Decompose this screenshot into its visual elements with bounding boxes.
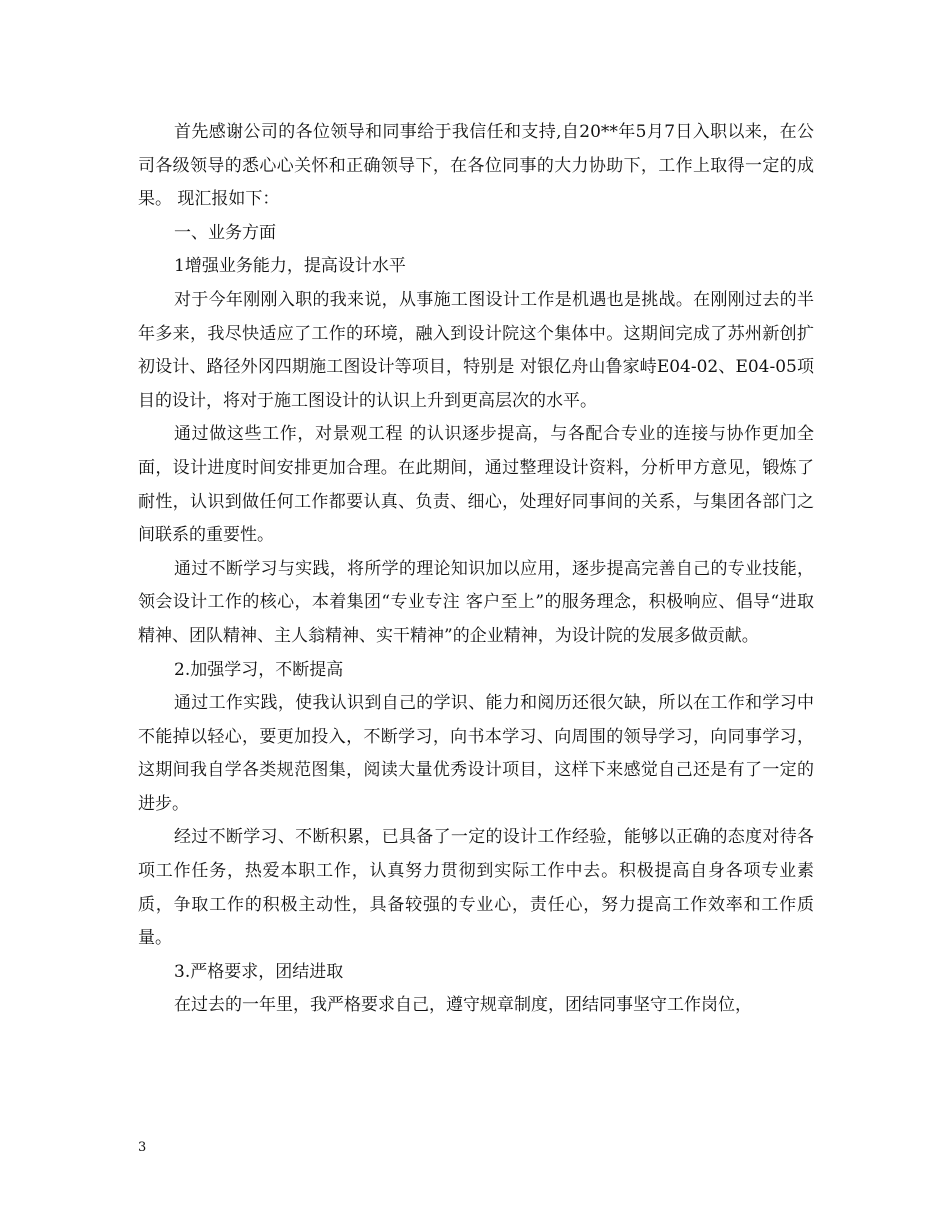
subheading-3: 3.严格要求，团结进取 (174, 961, 344, 982)
body-paragraph: 经过不断学习、不断积累，已具备了一定的设计工作经验，能够以正确的态度对待各项工作任务，热爱本职工作，认真努力贯彻到实际工作中去。积极提高自身各项专业素质，争取工作的积极主动性，具备较强的专业心，责任心，努力提高工作效率和工作质量。 (138, 827, 814, 949)
body-paragraph: 通过工作实践，使我认识到自己的学识、能力和阅历还很欠缺，所以在工作和学习中不能掉以轻心，要更加投入，不断学习，向书本学习、向周围的领导学习，向同事学习，这期间我自学各类规范图集，阅读大量优秀设计项目，这样下来感觉自己还是有了一定的进步。 (138, 693, 814, 814)
document-body (138, 116, 814, 1023)
body-paragraph: 在过去的一年里，我严格要求自己，遵守规章制度，团结同事坚守工作岗位， (174, 995, 752, 1016)
intro-paragraph: 首先感谢公司的各位领导和同事给于我信任和支持,自20**年5月7日入职以来，在公司各级领导的悉心心关怀和正确领导下，在各位同事的大力协助下，工作上取得一定的成果。 现汇报如下： (138, 122, 814, 210)
subheading-1: 1增强业务能力，提高设计水平 (174, 256, 406, 277)
body-paragraph: 通过不断学习与实践，将所学的理论知识加以应用，逐步提高完善自己的专业技能，领会设计工作的核心，本着集团“专业专注 客户至上”的服务理念，积极响应、倡导“进取精神、团队精神、主人翁精神、实干精神”的企业精神，为设计院的发展多做贡献。 (138, 558, 814, 646)
body-paragraph: 通过做这些工作，对景观工程 的认识逐步提高，与各配合专业的连接与协作更加全面，设计进度时间安排更加合理。在此期间，通过整理设计资料，分析甲方意见，锻炼了耐性，认识到做任何工作都要认真、负责、细心，处理好同事间的关系，与集团各部门之间联系的重要性。 (138, 424, 814, 546)
page-number: 3 (138, 1140, 147, 1155)
subheading-2: 2.加强学习，不断提高 (174, 659, 344, 680)
body-paragraph: 对于今年刚刚入职的我来说，从事施工图设计工作是机遇也是挑战。在刚刚过去的半年多来，我尽快适应了工作的环境，融入到设计院这个集体中。这期间完成了苏州新创扩初设计、路径外冈四期施工图设计等项目，特别是 对银亿舟山鲁家峙E04-02、E04-05项目的设计，将对于施工图设计的认识上升到更高层次的水平。 (138, 289, 814, 411)
section-heading-business: 一、业务方面 (174, 222, 276, 243)
